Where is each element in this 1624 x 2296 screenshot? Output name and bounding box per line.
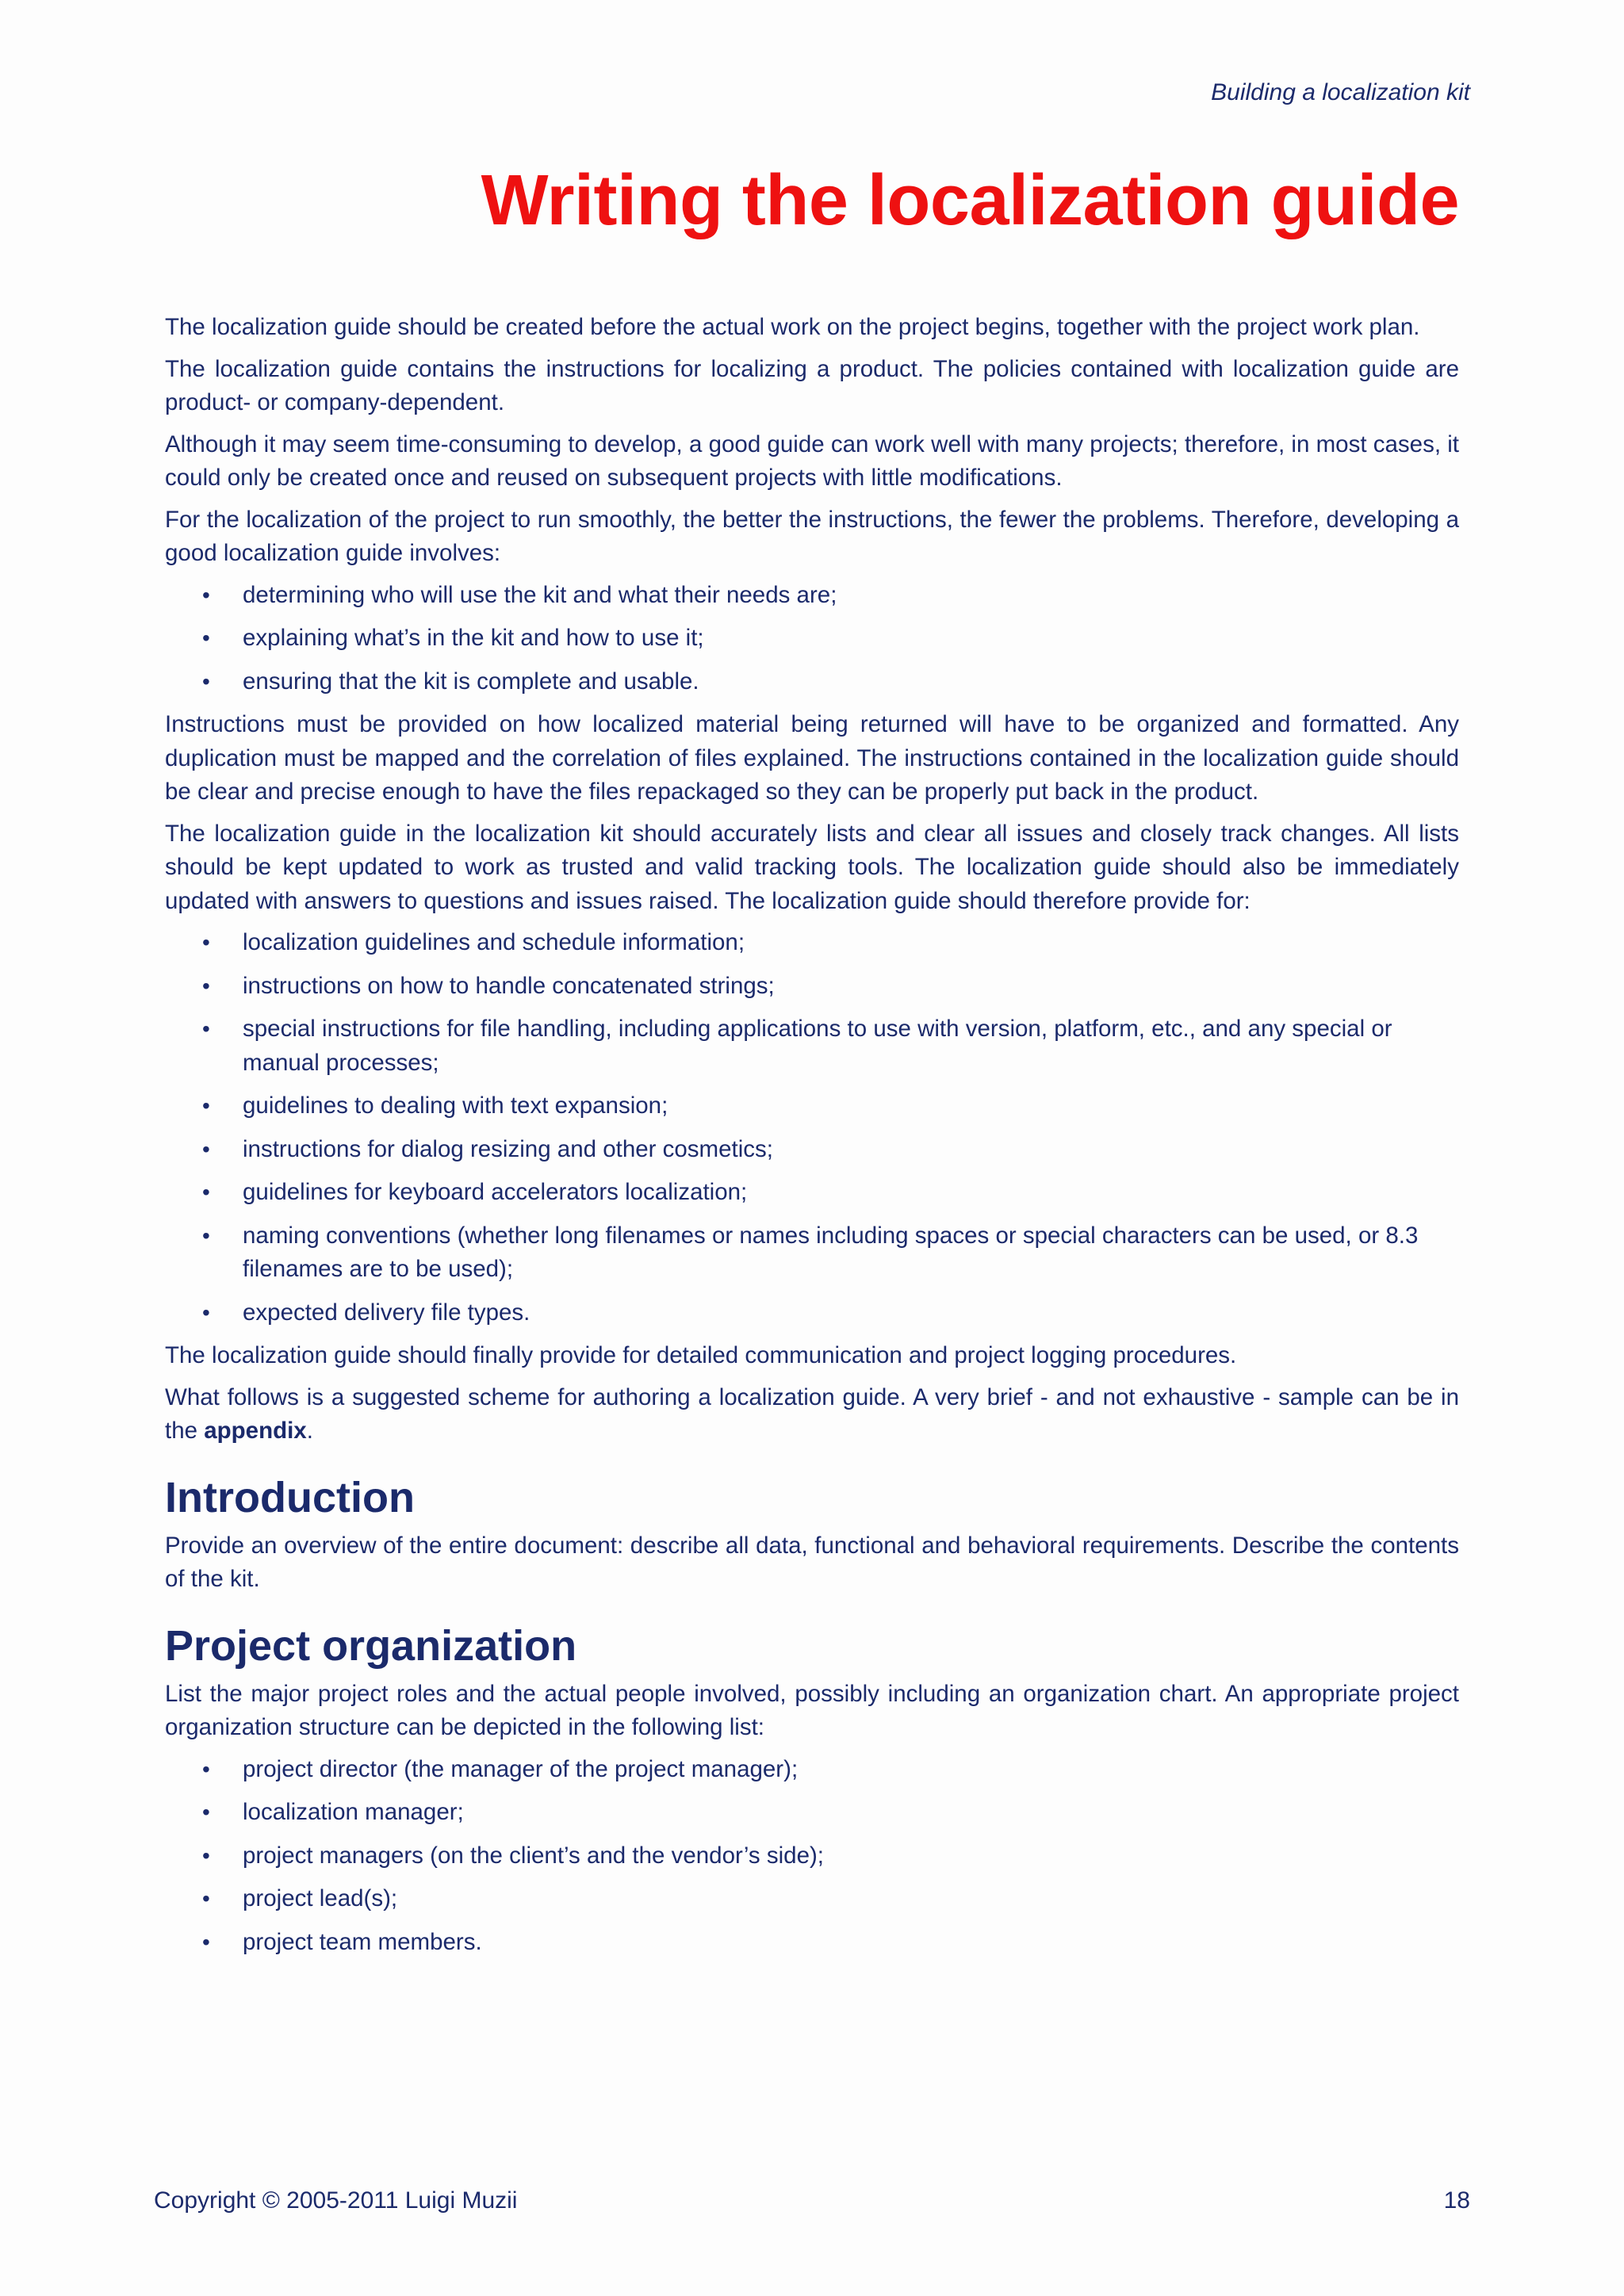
bullet-icon: • — [202, 1016, 210, 1041]
paragraph: Instructions must be provided on how localized material being returned will have to be organized and formatted. Any duplication must be mapped and the correlation of files explained. The instructions contained in the localization guide should be clear and precise enough to have the files repackaged so they can be properly put back in the product. — [165, 711, 1459, 805]
list-item-text: naming conventions (whether long filenames or names including spaces or special characters can be used, or 8.3 filenames are to be used); — [243, 1222, 1419, 1282]
list-item — [202, 1296, 1459, 1330]
list-item-text: localization guidelines and schedule information; — [243, 929, 745, 955]
list-item — [202, 926, 1459, 960]
paragraph-text: What follows is a suggested scheme for authoring a localization guide. A very brief - and not exhaustive - sample can be in the — [165, 1383, 1459, 1444]
bullet-icon: • — [202, 626, 210, 650]
list-item-text: project director (the manager of the project manager); — [243, 1755, 799, 1782]
page-number: 18 — [1443, 2187, 1470, 2214]
list-item — [202, 1753, 1459, 1787]
paragraph: The localization guide should finally provide for detailed communication and project logging procedures. — [165, 1342, 1237, 1368]
list-item — [202, 1839, 1459, 1873]
list-item-text: determining who will use the kit and what their needs are; — [243, 581, 837, 608]
list-item — [202, 1089, 1459, 1123]
bullet-icon: • — [202, 668, 210, 694]
bullet-icon: • — [202, 1093, 210, 1118]
list-item-text: localization manager; — [243, 1799, 464, 1825]
list-item-text: instructions on how to handle concatenated strings; — [243, 972, 775, 999]
list-item-text: ensuring that the kit is complete and usable. — [243, 668, 699, 695]
document-body — [165, 311, 1459, 1969]
list-item — [202, 665, 1459, 699]
bullet-icon: • — [202, 1929, 210, 1954]
list-item-text: guidelines to dealing with text expansion; — [243, 1093, 668, 1119]
bullet-list-involves — [165, 579, 1459, 699]
list-item — [202, 1176, 1459, 1210]
list-item-text: project team members. — [243, 1928, 482, 1955]
paragraph-appendix-ref — [165, 1381, 1459, 1448]
list-item — [202, 579, 1459, 613]
bullet-icon: • — [202, 582, 210, 607]
running-head: Building a localization kit — [1211, 79, 1470, 105]
list-item — [202, 1133, 1459, 1167]
list-item — [202, 1219, 1459, 1287]
bullet-icon: • — [202, 1223, 210, 1248]
list-item-text: instructions for dialog resizing and other cosmetics; — [243, 1135, 773, 1162]
list-item — [202, 1012, 1459, 1080]
bullet-icon: • — [202, 1843, 210, 1868]
bullet-icon: • — [202, 1886, 210, 1911]
footer-copyright: Copyright © 2005-2011 Luigi Muzii — [154, 2187, 518, 2214]
section-heading-project-organization: Project organization — [165, 1621, 577, 1670]
bullet-list-project-roles — [165, 1753, 1459, 1960]
paragraph: Provide an overview of the entire document: describe all data, functional and behavioral requirements. Describe the contents of the kit. — [165, 1532, 1459, 1592]
page-title: Writing the localization guide — [481, 161, 1459, 240]
list-item — [202, 622, 1459, 656]
list-item-text: project lead(s); — [243, 1885, 398, 1911]
list-item-text: special instructions for file handling, including applications to use with version, platform, etc., and any special or manual processes; — [243, 1016, 1392, 1076]
bullet-icon: • — [202, 930, 210, 955]
bullet-icon: • — [202, 1180, 210, 1204]
bullet-icon: • — [202, 1136, 210, 1161]
paragraph: For the localization of the project to run smoothly, the better the instructions, the fewer the problems. Therefore, developing a good localization guide involves: — [165, 506, 1459, 566]
list-item-text: project managers (on the client’s and the vendor’s side); — [243, 1842, 825, 1869]
paragraph: The localization guide in the localization kit should accurately lists and clear all issues and closely track changes. All lists should be kept updated to work as trusted and valid tracking tools. The localization guide should also be immediately updated with answers to questions and issues raised. The localization guide should therefore provide for: — [165, 820, 1459, 914]
list-item-text: expected delivery file types. — [243, 1299, 530, 1326]
appendix-reference: appendix — [204, 1418, 307, 1444]
bullet-icon: • — [202, 1756, 210, 1781]
list-item — [202, 1796, 1459, 1830]
bullet-icon: • — [202, 1800, 210, 1824]
list-item — [202, 1926, 1459, 1960]
section-heading-introduction: Introduction — [165, 1473, 415, 1521]
list-item — [202, 1882, 1459, 1916]
bullet-icon: • — [202, 973, 210, 998]
paragraph: The localization guide contains the instructions for localizing a product. The policies contained with localization guide are product- or company-dependent. — [165, 355, 1459, 415]
bullet-icon: • — [202, 1299, 210, 1325]
paragraph-text-end: . — [306, 1418, 313, 1444]
paragraph: The localization guide should be created before the actual work on the project begins, together with the project work plan. — [165, 314, 1420, 340]
paragraph: List the major project roles and the actual people involved, possibly including an organization chart. An appropriate project organization structure can be depicted in the following list: — [165, 1680, 1459, 1740]
list-item-text: explaining what’s in the kit and how to use it; — [243, 625, 704, 651]
bullet-list-provide-for — [165, 926, 1459, 1330]
paragraph: Although it may seem time-consuming to develop, a good guide can work well with many projects; therefore, in most cases, it could only be created once and reused on subsequent projects with little modifications. — [165, 430, 1459, 491]
list-item-text: guidelines for keyboard accelerators localization; — [243, 1179, 748, 1205]
list-item — [202, 970, 1459, 1004]
